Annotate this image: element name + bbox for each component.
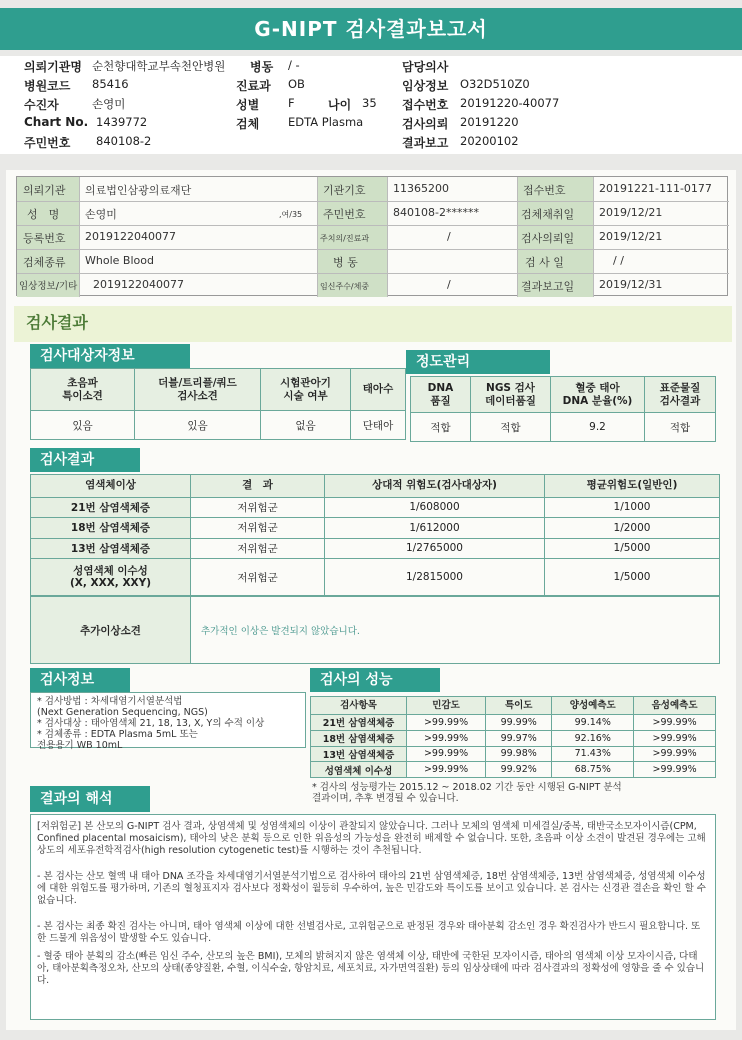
result-cell: 13번 삼염색체증 [31,538,191,559]
form-reg-value: 2019122040077 [85,230,176,243]
perf-cell: 99.98% [486,746,552,762]
request-value: 20191220 [460,115,519,129]
result-cell: 1/608000 [325,497,545,518]
perf-cell: 성염색체 이수성 [311,762,407,778]
result-cell: 저위험군 [191,518,325,539]
perf-cell: 13번 삼염색체증 [311,746,407,762]
qc-header: 표준물질 검사결과 [645,377,716,413]
extra-findings [30,596,720,664]
form-inst-value: 의료법인삼광의료재단 [85,184,192,197]
form-preg-label: 임신주수/체중 [320,282,370,291]
interp-box [30,814,716,1020]
extra-findings-value: 추가적인 이상은 발견되지 않았습니다. [191,597,720,664]
report-header [0,56,742,154]
form-preg-value: / [447,278,451,291]
subject-value: 있음 [135,411,261,440]
perf-header: 음성예측도 [634,697,716,715]
result-header: 결 과 [191,475,325,498]
qc-tab: 정도관리 [406,350,550,374]
perf-cell: >99.99% [407,715,486,731]
interp-tab: 결과의 해석 [30,786,150,812]
extra-findings-label: 추가이상소견 [31,597,191,664]
interp-paragraph: [저위험군] 본 산모의 G-NIPT 검사 결과, 상염색체 및 성염색체의 이상이 관찰되지 않았습니다. 그러나 모체의 염색체 미세결실/중복, 태반국소모자이시즘(CPM, Confined placental mosaicism), 태아의 낮은 분획 등으로 인한 위음성의 가능성을 완전히 배제할 수 없습니다. 또한, 초음파 이상 소견이 발견된 경우에는 고해상도의 세포유전학적검사(high resolution cytogenetic test)를 시행하는 것이 추천됩니다. [37,821,706,856]
qc-table [410,376,716,442]
form-reg-label: 등록번호 [23,232,66,245]
report-title: G-NIPT 검사결과보고서 [0,8,742,50]
result-table [30,474,720,596]
perf-cell: >99.99% [634,730,716,746]
form-rrn-value: 840108-2****** [393,206,479,219]
subject-header: 초음파 특이소견 [31,369,135,411]
form-rep-value: 2019/12/31 [599,278,663,291]
info-text: * 검사방법 : 차세대염기서열분석법 (Next Generation Sequencing, NGS) * 검사대상 : 태아염색체 21, 18, 13, X, Y의 수적 이상 * 검체종류 : EDTA Plasma 5mL 또는 전용용기 WB 10mL [37,696,265,751]
doctor-label: 담당의사 [402,60,449,74]
result-tab: 검사결과 [30,448,140,472]
scanned-report [6,170,736,1030]
table-row [31,559,720,596]
form-kind-value: Whole Blood [85,254,154,267]
form-req-value: 2019/12/21 [599,230,663,243]
age-label: 나이 [328,98,352,112]
report-label: 결과보고 [402,136,449,150]
perf-cell: >99.99% [407,730,486,746]
report-value: 20200102 [460,134,519,148]
subject-header: 더블/트리플/쿼드 검사소견 [135,369,261,411]
result-cell: 1/5000 [545,538,720,559]
form-doc-value: / [447,230,451,243]
perf-cell: >99.99% [407,762,486,778]
table-row [31,538,720,559]
resident-value: 840108-2 [96,134,152,148]
result-cell: 1/5000 [545,559,720,596]
sex-value: F [288,96,295,110]
resident-label: 주민번호 [24,136,71,150]
form-collect-label: 검체채취일 [521,208,575,221]
result-cell: 21번 삼염색체증 [31,497,191,518]
perf-cell: >99.99% [634,762,716,778]
age-value: 35 [362,96,377,110]
section-title: 검사결과 [14,306,732,342]
subject-value: 단태아 [351,411,406,440]
subject-tab: 검사대상자정보 [30,344,190,368]
result-header: 상대적 위험도(검사대상자) [325,475,545,498]
form-name-label: 성 명 [27,208,60,221]
perf-note: * 검사의 성능평가는 2015.12 ~ 2018.02 기간 동안 시행된 G-NIPT 분석 결과이며, 추후 변경될 수 있습니다. [312,782,622,804]
perf-cell: >99.99% [634,715,716,731]
institution-value: 순천향대학교부속천안병원 [92,59,226,73]
qc-header: DNA 품질 [411,377,471,413]
perf-cell: 92.16% [552,730,634,746]
qc-value: 적합 [411,413,471,442]
result-header: 평균위험도(일반인) [545,475,720,498]
examinee-label: 수진자 [24,98,59,112]
dept-value: OB [288,77,305,91]
request-label: 검사의뢰 [402,117,449,131]
result-cell: 저위험군 [191,538,325,559]
qc-header: 혈중 태아 DNA 분율(%) [551,377,645,413]
chart-no-label: Chart No. [24,115,89,129]
perf-cell: 99.92% [486,762,552,778]
result-cell: 1/2000 [545,518,720,539]
perf-header: 민감도 [407,697,486,715]
form-sex-age: ,여/35 [279,210,303,219]
table-row [31,497,720,518]
form-rep-label: 결과보고일 [521,280,575,293]
specimen-label: 검체 [236,117,260,131]
interp-paragraph: - 혈중 태아 분획의 감소(빠른 임신 주수, 산모의 높은 BMI), 모체의 밝혀지지 않은 염색체 이상, 태반에 국한된 모자이시즘, 태아의 염색체 이상 모자이시즘, 다태아, 태아분획측정오차, 산모의 상태(종양질환, 수혈, 이식수술, 항암치료, 세포치료, 자가면역질환) 등의 임상상태에 따라 검사결과의 정확성에 영향을 줄 수 있습니다. [37,951,705,986]
form-kind-label: 검체종류 [23,256,66,269]
form-clin-value: 2019122040077 [93,278,184,291]
result-cell: 1/2765000 [325,538,545,559]
form-code-label: 기관기호 [323,184,366,197]
qc-header: NGS 검사 데이터품질 [471,377,551,413]
dept-label: 진료과 [236,79,271,93]
perf-cell: >99.99% [634,746,716,762]
result-cell: 1/2815000 [325,559,545,596]
interp-paragraph: - 본 검사는 최종 확진 검사는 아니며, 태아 염색체 이상에 대한 선별검사로, 고위험군으로 판정된 경우와 태아분획 감소인 경우 확진검사가 반드시 필요합니다. 또한 드물게 위음성이 발생할 수도 있습니다. [37,921,701,944]
perf-cell: 18번 삼염색체증 [311,730,407,746]
receipt-value: 20191220-40077 [460,96,560,110]
receipt-label: 접수번호 [402,98,449,112]
qc-value: 적합 [645,413,716,442]
form-name-value: 손영미 [85,208,117,221]
perf-cell: >99.99% [407,746,486,762]
perf-cell: 21번 삼염색체증 [311,715,407,731]
subject-header: 시험관아기 시술 여부 [261,369,351,411]
perf-tab: 검사의 성능 [310,668,440,692]
form-code-value: 11365200 [393,182,449,195]
perf-cell: 99.14% [552,715,634,731]
result-cell: 1/1000 [545,497,720,518]
form-collect-value: 2019/12/21 [599,206,663,219]
subject-value: 없음 [261,411,351,440]
perf-header: 특이도 [486,697,552,715]
table-row [311,715,716,731]
result-cell: 18번 삼염색체증 [31,518,191,539]
form-clin-label: 임상정보/기타 [19,281,78,292]
form-req-label: 검사의뢰일 [521,232,575,245]
hospital-code-value: 85416 [92,77,129,91]
hospital-code-label: 병원코드 [24,79,71,93]
perf-cell: 68.75% [552,762,634,778]
subject-header: 태아수 [351,369,406,411]
clinical-label: 임상정보 [402,79,449,93]
form-test-value: / / [613,254,624,267]
lab-info-form [16,176,728,296]
perf-cell: 99.97% [486,730,552,746]
qc-value: 9.2 [551,413,645,442]
qc-value: 적합 [471,413,551,442]
perf-header: 양성예측도 [552,697,634,715]
perf-header: 검사항목 [311,697,407,715]
info-box [30,692,306,751]
result-cell: 성염색체 이수성 (X, XXX, XXY) [31,559,191,596]
form-recv-value: 20191221-111-0177 [599,182,712,195]
info-tab: 검사정보 [30,668,130,692]
table-row [31,518,720,539]
perf-table [310,696,716,778]
result-cell: 저위험군 [191,559,325,596]
form-recv-label: 접수번호 [523,184,566,197]
table-row [311,746,716,762]
perf-cell: 71.43% [552,746,634,762]
clinical-value: O32D510Z0 [460,77,530,91]
subject-value: 있음 [31,411,135,440]
chart-no-value: 1439772 [96,115,148,129]
ward-value: / - [288,58,300,72]
form-rrn-label: 주민번호 [323,208,366,221]
examinee-value: 손영미 [92,97,126,111]
perf-cell: 99.99% [486,715,552,731]
form-ward-label: 병 동 [333,256,358,269]
result-cell: 저위험군 [191,497,325,518]
specimen-value: EDTA Plasma [288,115,364,129]
institution-label: 의뢰기관명 [24,60,82,74]
interp-paragraph: - 본 검사는 산모 혈액 내 태아 DNA 조각을 차세대염기서열분석기법으로 검사하여 태아의 21번 삼염색체증, 18번 삼염색체증, 13번 삼염색체증, 성염색체 이수성에 대한 위험도를 평가하며, 기존의 혈청표지자 검사보다 정확성이 월등히 우수하여, 높은 민감도와 특이도를 보이고 있습니다. 본 검사는 신경관 결손을 확인 할 수 없습니다. [37,871,706,906]
table-row [311,762,716,778]
result-cell: 1/612000 [325,518,545,539]
subject-table [30,368,406,440]
ward-label: 병동 [250,60,274,74]
table-row [311,730,716,746]
result-header: 염색체이상 [31,475,191,498]
form-doc-label: 주치의/진료과 [320,234,370,243]
form-inst-label: 의뢰기관 [23,184,66,197]
sex-label: 성별 [236,98,260,112]
form-test-label: 검 사 일 [525,256,564,269]
